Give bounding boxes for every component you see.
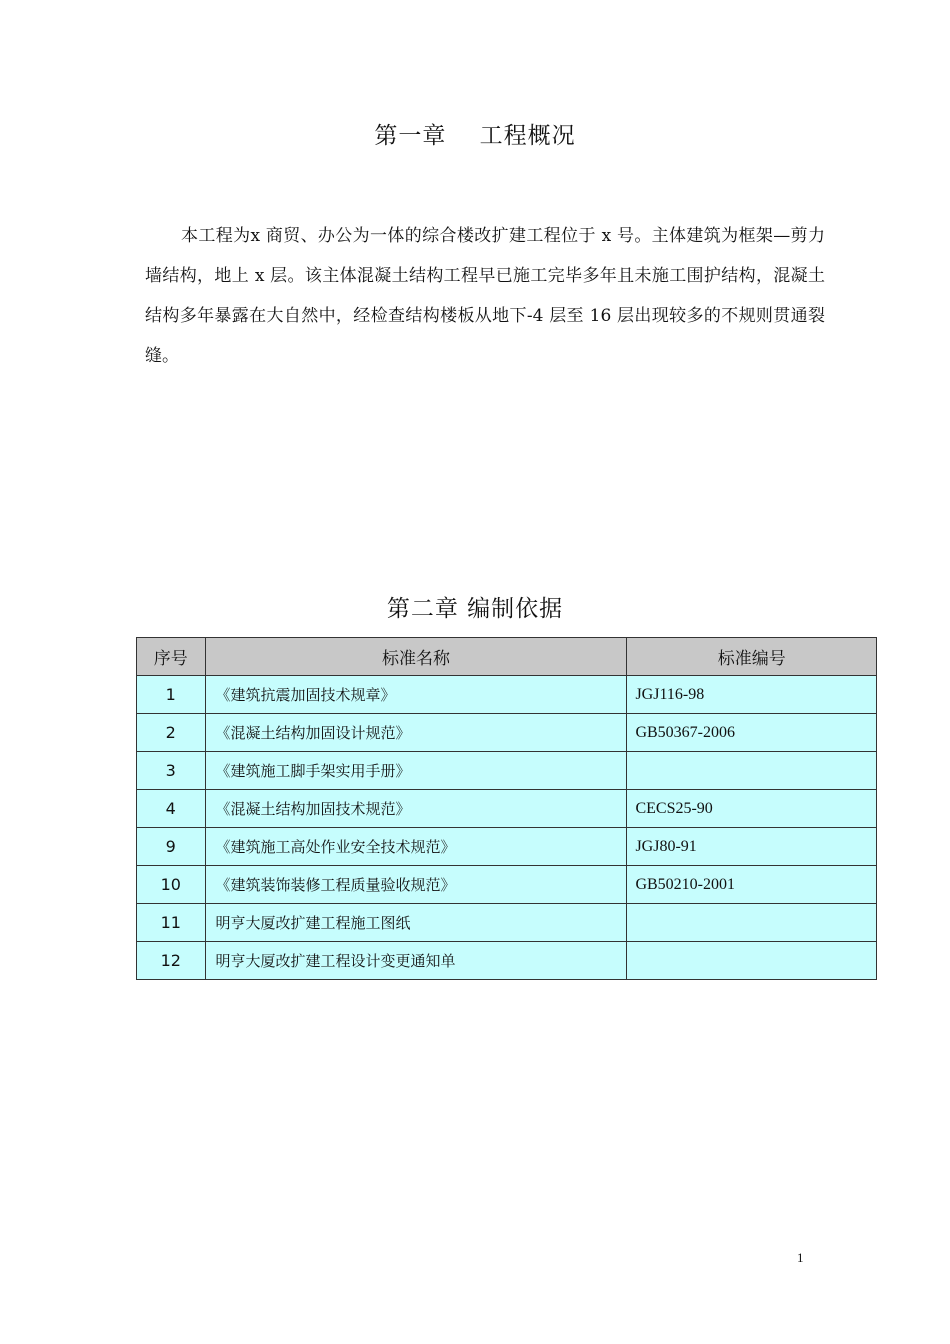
row-standard-code [627, 752, 877, 790]
row-standard-name: 《建筑施工高处作业安全技术规范》 [205, 828, 627, 866]
row-number: 9 [137, 828, 206, 866]
row-standard-name: 《建筑装饰装修工程质量验收规范》 [205, 866, 627, 904]
row-standard-name: 《混凝土结构加固设计规范》 [205, 714, 627, 752]
row-standard-code: JGJ80-91 [627, 828, 877, 866]
row-standard-name: 明亨大厦改扩建工程设计变更通知单 [205, 942, 627, 980]
row-standard-code: GB50210-2001 [627, 866, 877, 904]
row-standard-code: JGJ116-98 [627, 676, 877, 714]
row-number: 2 [137, 714, 206, 752]
table-row [137, 866, 877, 904]
page-number: 1 [797, 1250, 804, 1265]
table-row [137, 752, 877, 790]
header-standard-code: 标准编号 [627, 638, 877, 676]
table-row [137, 828, 877, 866]
row-number: 4 [137, 790, 206, 828]
row-number: 1 [137, 676, 206, 714]
chapter-1-title: 第一章 工程概况 [374, 123, 576, 149]
row-number: 11 [137, 904, 206, 942]
row-standard-name: 《混凝土结构加固技术规范》 [205, 790, 627, 828]
row-number: 12 [137, 942, 206, 980]
row-standard-code [627, 942, 877, 980]
row-standard-code [627, 904, 877, 942]
standards-table [136, 637, 877, 980]
row-number: 10 [137, 866, 206, 904]
table-row [137, 676, 877, 714]
header-standard-name: 标准名称 [205, 638, 627, 676]
row-standard-name: 《建筑抗震加固技术规章》 [205, 676, 627, 714]
table-row [137, 714, 877, 752]
table-row [137, 790, 877, 828]
row-standard-name: 明亨大厦改扩建工程施工图纸 [205, 904, 627, 942]
header-number: 序号 [137, 638, 206, 676]
table-row [137, 942, 877, 980]
table-row [137, 904, 877, 942]
row-standard-name: 《建筑施工脚手架实用手册》 [205, 752, 627, 790]
table-header-row [137, 638, 877, 676]
row-standard-code: GB50367-2006 [627, 714, 877, 752]
chapter-2-title: 第二章 编制依据 [386, 596, 564, 622]
row-standard-code: CECS25-90 [627, 790, 877, 828]
project-overview-paragraph: 本工程为x 商贸、办公为一体的综合楼改扩建工程位于 x 号。主体建筑为框架—剪力墙结构，地上 x 层。该主体混凝土结构工程早已施工完毕多年且未施工围护结构，混凝土结构多年暴露在大自然中，经检查结构楼板从地下-4 层至 16 层出现较多的不规则贯通裂缝。 [145, 226, 825, 366]
row-number: 3 [137, 752, 206, 790]
